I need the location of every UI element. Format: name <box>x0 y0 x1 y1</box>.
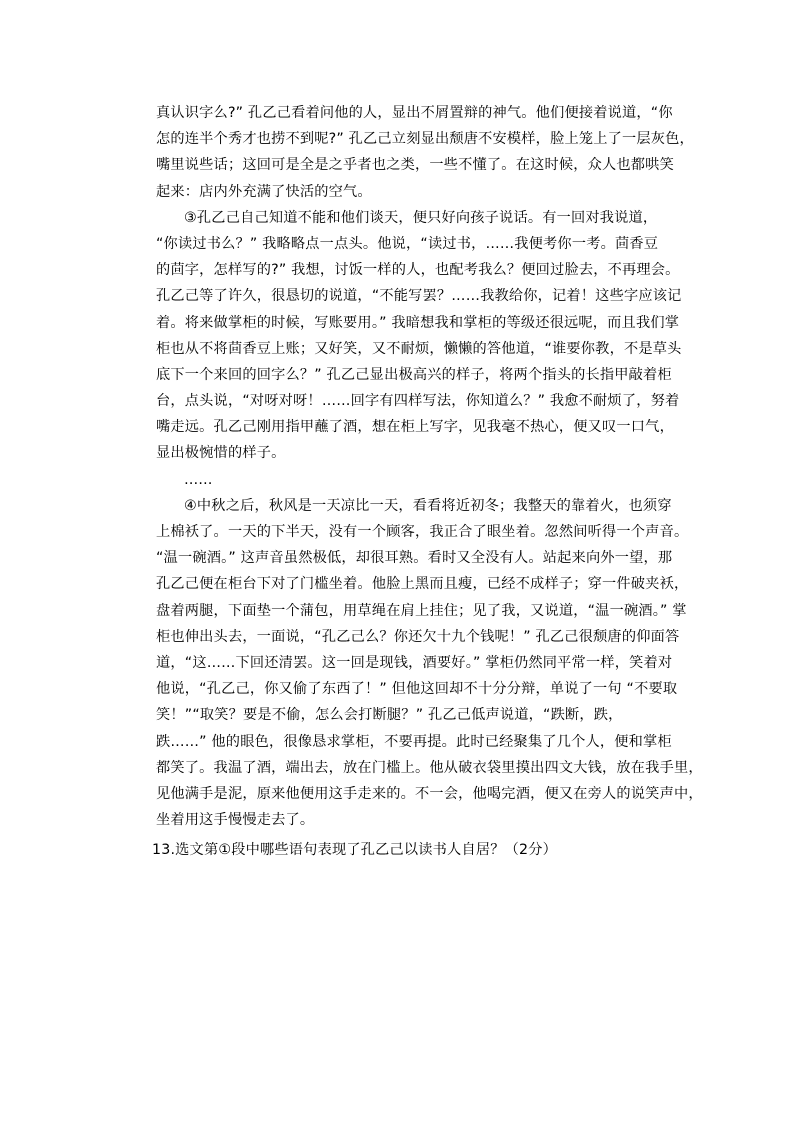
text-line: 真认识字么?” 孔乙己看着问他的人，显出不屑置辩的神气。他们便接着说道，“你 <box>156 105 673 121</box>
text-line: 着。将来做掌柜的时候，写账要用。” 我暗想我和掌柜的等级还很远呢，而且我们掌 <box>156 314 680 331</box>
text-line: “你读过书么？” 我略略点一点头。他说，“读过书，……我便考你一考。茴香豆 <box>156 235 659 252</box>
text-line: 的茴字，怎样写的?” 我想，讨饭一样的人，也配考我么？便回过脸去，不再理会。 <box>156 262 680 279</box>
paragraph-4-start: ④中秋之后，秋风是一天凉比一天，看看将近初冬；我整天的靠着火，也须穿 <box>184 497 672 514</box>
text-line: 柜也伸出头去，一面说，“孔乙己么？你还欠十九个钱呢！” 孔乙己很颓唐的仰面答 <box>156 628 680 645</box>
text-line: 台，点头说，“对呀对呀！……回字有四样写法，你知道么？” 我愈不耐烦了，努着 <box>156 393 680 410</box>
text-line: 显出极惋惜的样子。 <box>156 445 286 462</box>
text-line: “温一碗酒。” 这声音虽然极低，却很耳熟。看时又全没有人。站起来向外一望，那 <box>156 550 673 567</box>
text-line: 他说，“孔乙己，你又偷了东西了！” 但他这回却不十分分辩，单说了一句 “不要取 <box>156 681 678 698</box>
omission-ellipsis: …… <box>184 471 213 488</box>
text-line: 底下一个来回的回字么？” 孔乙己显出极高兴的样子，将两个指头的长指甲敲着柜 <box>156 366 672 383</box>
text-line: 起来：店内外充满了快活的空气。 <box>156 183 372 200</box>
text-line: 孔乙己等了许久，很恳切的说道，“不能写罢？……我教给你，记着！这些字应该记 <box>156 288 682 305</box>
text-line: 柜也从不将茴香豆上账；又好笑，又不耐烦，懒懒的答他道，“谁要你教，不是草头 <box>156 340 682 357</box>
paragraph-3-start: ③孔乙己自己知道不能和他们谈天，便只好向孩子说话。有一回对我说道， <box>184 209 658 226</box>
text-line: 上棉袄了。一天的下半天，没有一个顾客，我正合了眼坐着。忽然间听得一个声音。 <box>156 524 689 540</box>
text-line: 跌……” 他的眼色，很像恳求掌柜，不要再提。此时已经聚集了几个人，便和掌柜 <box>156 733 672 750</box>
text-line: 坐着用这手慢慢走去了。 <box>156 812 315 829</box>
text-line: 孔乙己便在柜台下对了门槛坐着。他脸上黑而且瘦，已经不成样子；穿一件破夹袄， <box>156 576 689 593</box>
text-line: 怎的连半个秀才也捞不到呢?” 孔乙己立刻显出颓唐不安模样，脸上笼上了一层灰色， <box>156 131 694 148</box>
text-line: 都笑了。我温了酒，端出去，放在门槛上。他从破衣袋里摸出四文大钱，放在我手里， <box>156 759 703 776</box>
document-page <box>152 100 703 863</box>
text-line: 嘴里说些话；这回可是全是之乎者也之类，一些不懂了。在这时候，众人也都哄笑 <box>156 157 674 174</box>
question-13: 13.选文第①段中哪些语句表现了孔乙己以读书人自居？（2分） <box>152 842 557 859</box>
text-line: 盘着两腿，下面垫一个蒲包，用草绳在肩上挂住；见了我，又说道，“温一碗酒。” 掌 <box>156 602 687 619</box>
text-line: 嘴走远。孔乙己刚用指甲蘸了酒，想在柜上写字，见我毫不热心，便又叹一口气， <box>156 419 674 436</box>
text-line: 笑！”“取笑？要是不偷，怎么会打断腿？” 孔乙己低声说道，“跌断，跌， <box>156 707 623 724</box>
text-line: 道，“这……下回还清罢。这一回是现钱，酒要好。” 掌柜仍然同平常一样，笑着对 <box>156 654 673 671</box>
text-line: 见他满手是泥，原来他便用这手走来的。不一会，他喝完酒，便又在旁人的说笑声中， <box>156 785 703 802</box>
